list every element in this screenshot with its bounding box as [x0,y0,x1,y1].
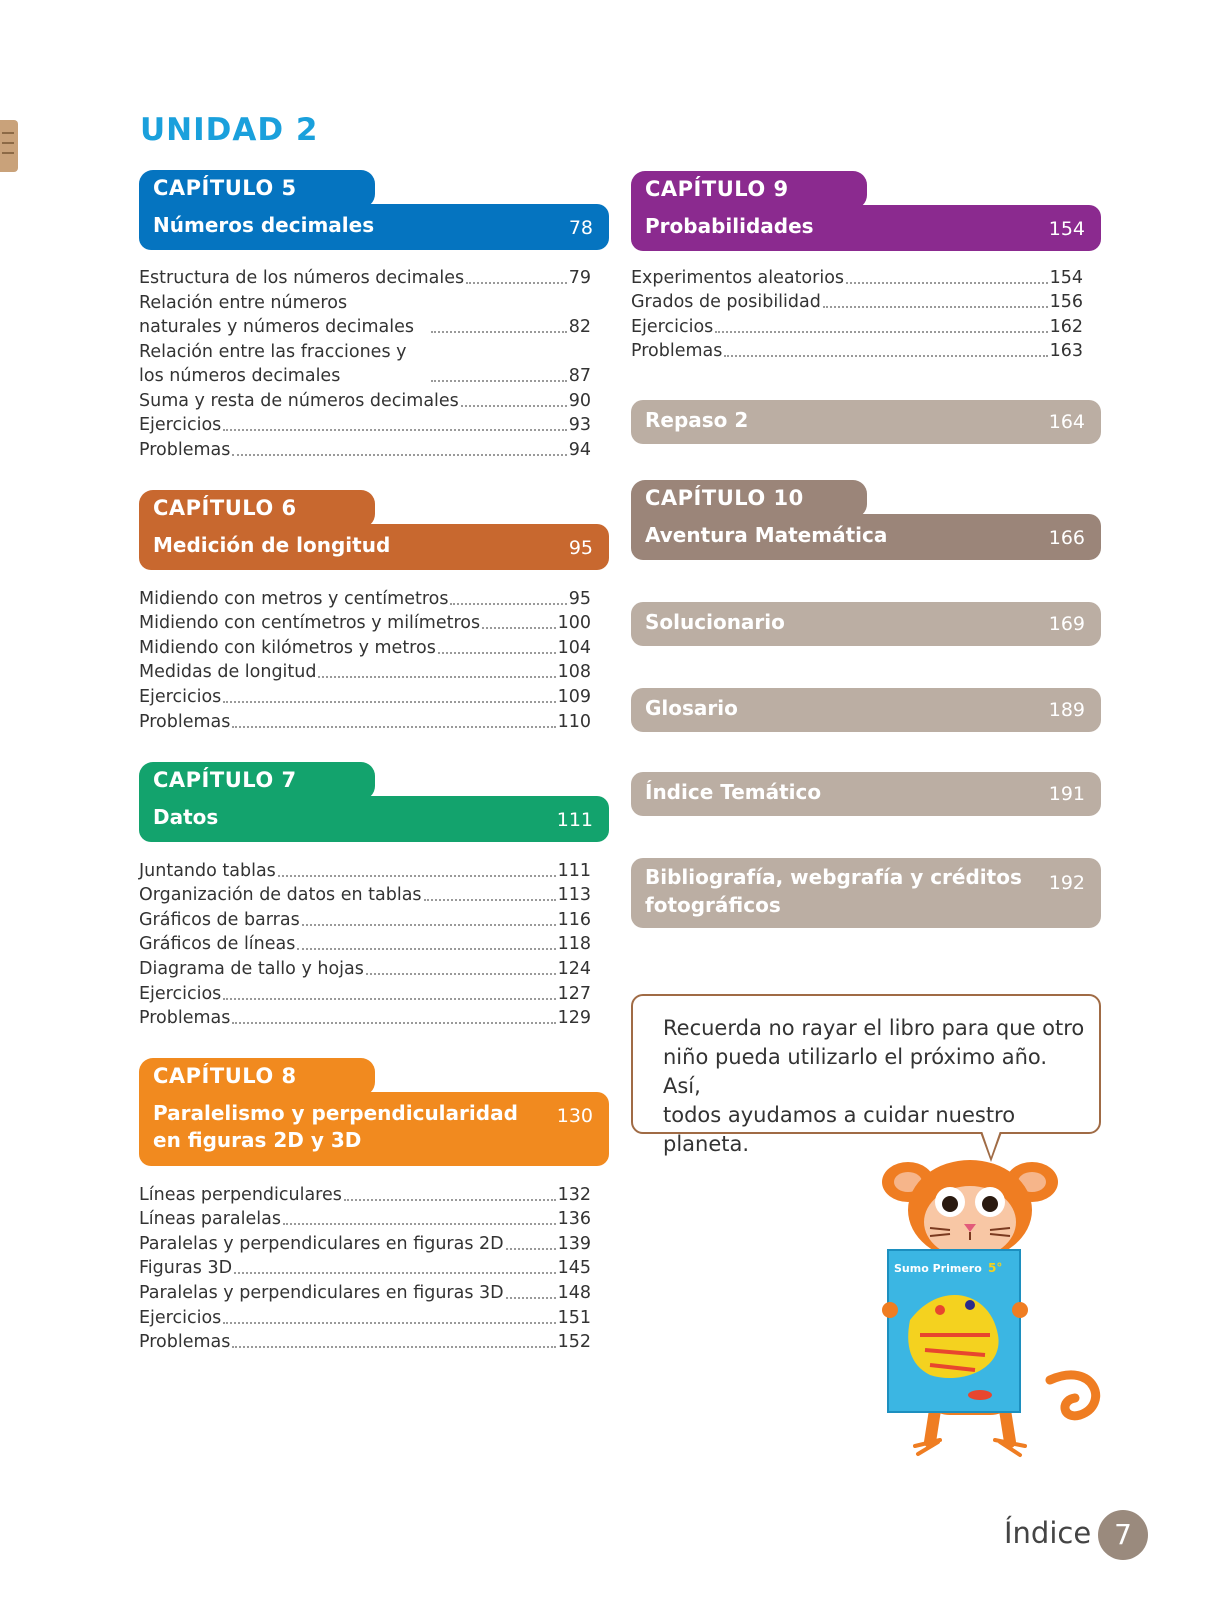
chapter-8-title-line2: en figuras 2D y 3D [153,1128,362,1152]
toc-entry[interactable]: Paralelas y perpendiculares en figuras 2D 139 [139,1233,591,1254]
chapter-8-page: 130 [556,1105,593,1127]
indice-tematico-bar[interactable] [631,772,1101,816]
toc-entry[interactable]: Problemas 152 [139,1332,591,1353]
toc-entry[interactable]: Organización de datos en tablas 113 [139,885,591,906]
toc-entry[interactable]: Ejercicios 162 [631,316,1083,337]
toc-entry[interactable]: Ejercicios 127 [139,983,591,1004]
mascot-book-grade: 5° [988,1261,1003,1275]
monkey-mascot-icon [880,1160,1120,1480]
indice-tematico-title: Índice Temático [645,780,822,804]
chapter-10-header[interactable] [631,480,1101,560]
repaso-bar[interactable] [631,400,1101,444]
indice-tematico-page: 191 [1048,783,1085,805]
toc-entry[interactable]: Ejercicios 151 [139,1307,591,1328]
footer-index-label: Índice [1004,1516,1092,1550]
chapter-9-title-bar [631,205,1101,251]
bubble-line-2: niño pueda utilizarlo el próximo año. Así, [663,1045,1048,1098]
toc-entry[interactable]: Relación entre números naturales y números decimales 82 [139,292,591,337]
chapter-10-page: 166 [1048,527,1085,549]
glosario-page: 189 [1048,699,1085,721]
toc-entry[interactable]: Suma y resta de números decimales 90 [139,390,591,411]
chapter-6-title: Medición de longitud [153,533,391,557]
chapter-6-title-bar [139,524,609,570]
page-number-badge: 7 [1098,1510,1148,1560]
chapter-8-title-line1: Paralelismo y perpendicularidad [153,1101,518,1125]
toc-entry[interactable]: Juntando tablas 111 [139,860,591,881]
side-tab-decoration [0,120,18,172]
toc-entry[interactable]: Problemas 110 [139,711,591,732]
chapter-5-page: 78 [568,217,593,239]
chapter-8-header[interactable] [139,1058,609,1166]
chapter-7-tab: CAPÍTULO 7 [139,762,375,800]
bibliografia-bar[interactable] [631,858,1101,928]
toc-entry[interactable]: Gráficos de líneas 118 [139,934,591,955]
chapter-9-entries [631,265,1083,363]
toc-entry[interactable]: Líneas paralelas 136 [139,1209,591,1230]
chapter-9-page: 154 [1048,218,1085,240]
chapter-6-header[interactable] [139,490,609,570]
toc-entry[interactable]: Ejercicios 109 [139,686,591,707]
chapter-7-header[interactable] [139,762,609,842]
toc-entry[interactable]: Paralelas y perpendiculares en figuras 3D 148 [139,1282,591,1303]
chapter-9-title: Probabilidades [645,214,814,238]
glosario-bar[interactable] [631,688,1101,732]
chapter-10-title: Aventura Matemática [645,523,888,547]
solucionario-bar[interactable] [631,602,1101,646]
toc-entry[interactable]: Gráficos de barras 116 [139,909,591,930]
chapter-8-title-bar [139,1092,609,1166]
chapter-10-tab: CAPÍTULO 10 [631,480,867,518]
chapter-5-title: Números decimales [153,213,375,237]
bibliografia-title-line2: fotográficos [645,893,781,917]
bibliografia-page: 192 [1048,872,1085,894]
chapter-5-header[interactable] [139,170,609,250]
chapter-7-page: 111 [556,809,593,831]
solucionario-page: 169 [1048,613,1085,635]
toc-entry[interactable]: Líneas perpendiculares 132 [139,1184,591,1205]
glosario-title: Glosario [645,696,738,720]
chapter-9-tab: CAPÍTULO 9 [631,171,867,209]
chapter-7-entries [139,858,591,1030]
repaso-title: Repaso 2 [645,408,749,432]
bubble-line-3: todos ayudamos a cuidar nuestro planeta. [663,1103,1016,1156]
toc-entry[interactable]: Midiendo con metros y centímetros 95 [139,588,591,609]
chapter-5-title-bar [139,204,609,250]
toc-entry[interactable]: Medidas de longitud 108 [139,662,591,683]
toc-entry[interactable]: Midiendo con centímetros y milímetros 100 [139,613,591,634]
toc-entry[interactable]: Problemas 163 [631,341,1083,362]
toc-entry[interactable]: Figuras 3D 145 [139,1258,591,1279]
toc-entry[interactable]: Grados de posibilidad 156 [631,292,1083,313]
toc-entry[interactable]: Problemas 94 [139,439,591,460]
repaso-page: 164 [1048,411,1085,433]
chapter-9-header[interactable] [631,171,1101,251]
chapter-7-title-bar [139,796,609,842]
bubble-line-1: Recuerda no rayar el libro para que otro [663,1016,1085,1040]
chapter-10-title-bar [631,514,1101,560]
toc-entry[interactable]: Experimentos aleatorios 154 [631,267,1083,288]
chapter-7-title: Datos [153,805,219,829]
chapter-6-tab: CAPÍTULO 6 [139,490,375,528]
toc-entry[interactable]: Ejercicios 93 [139,415,591,436]
chapter-8-tab: CAPÍTULO 8 [139,1058,375,1096]
toc-entry[interactable]: Problemas 129 [139,1008,591,1029]
chapter-6-page: 95 [568,537,593,559]
solucionario-title: Solucionario [645,610,785,634]
chapter-5-tab: CAPÍTULO 5 [139,170,375,208]
mascot-book-title: Sumo Primero [894,1262,982,1275]
unit-title: UNIDAD 2 [140,112,319,148]
bibliografia-title-line1: Bibliografía, webgrafía y créditos [645,865,1022,889]
reminder-speech-bubble [631,994,1101,1156]
toc-entry[interactable]: Diagrama de tallo y hojas 124 [139,958,591,979]
chapter-8-entries [139,1182,591,1354]
toc-entry[interactable]: Estructura de los números decimales 79 [139,267,591,288]
chapter-6-entries [139,586,591,734]
chapter-5-entries [139,265,591,462]
toc-entry[interactable]: Midiendo con kilómetros y metros 104 [139,637,591,658]
toc-entry[interactable]: Relación entre las fracciones y los números decimales 87 [139,341,591,386]
